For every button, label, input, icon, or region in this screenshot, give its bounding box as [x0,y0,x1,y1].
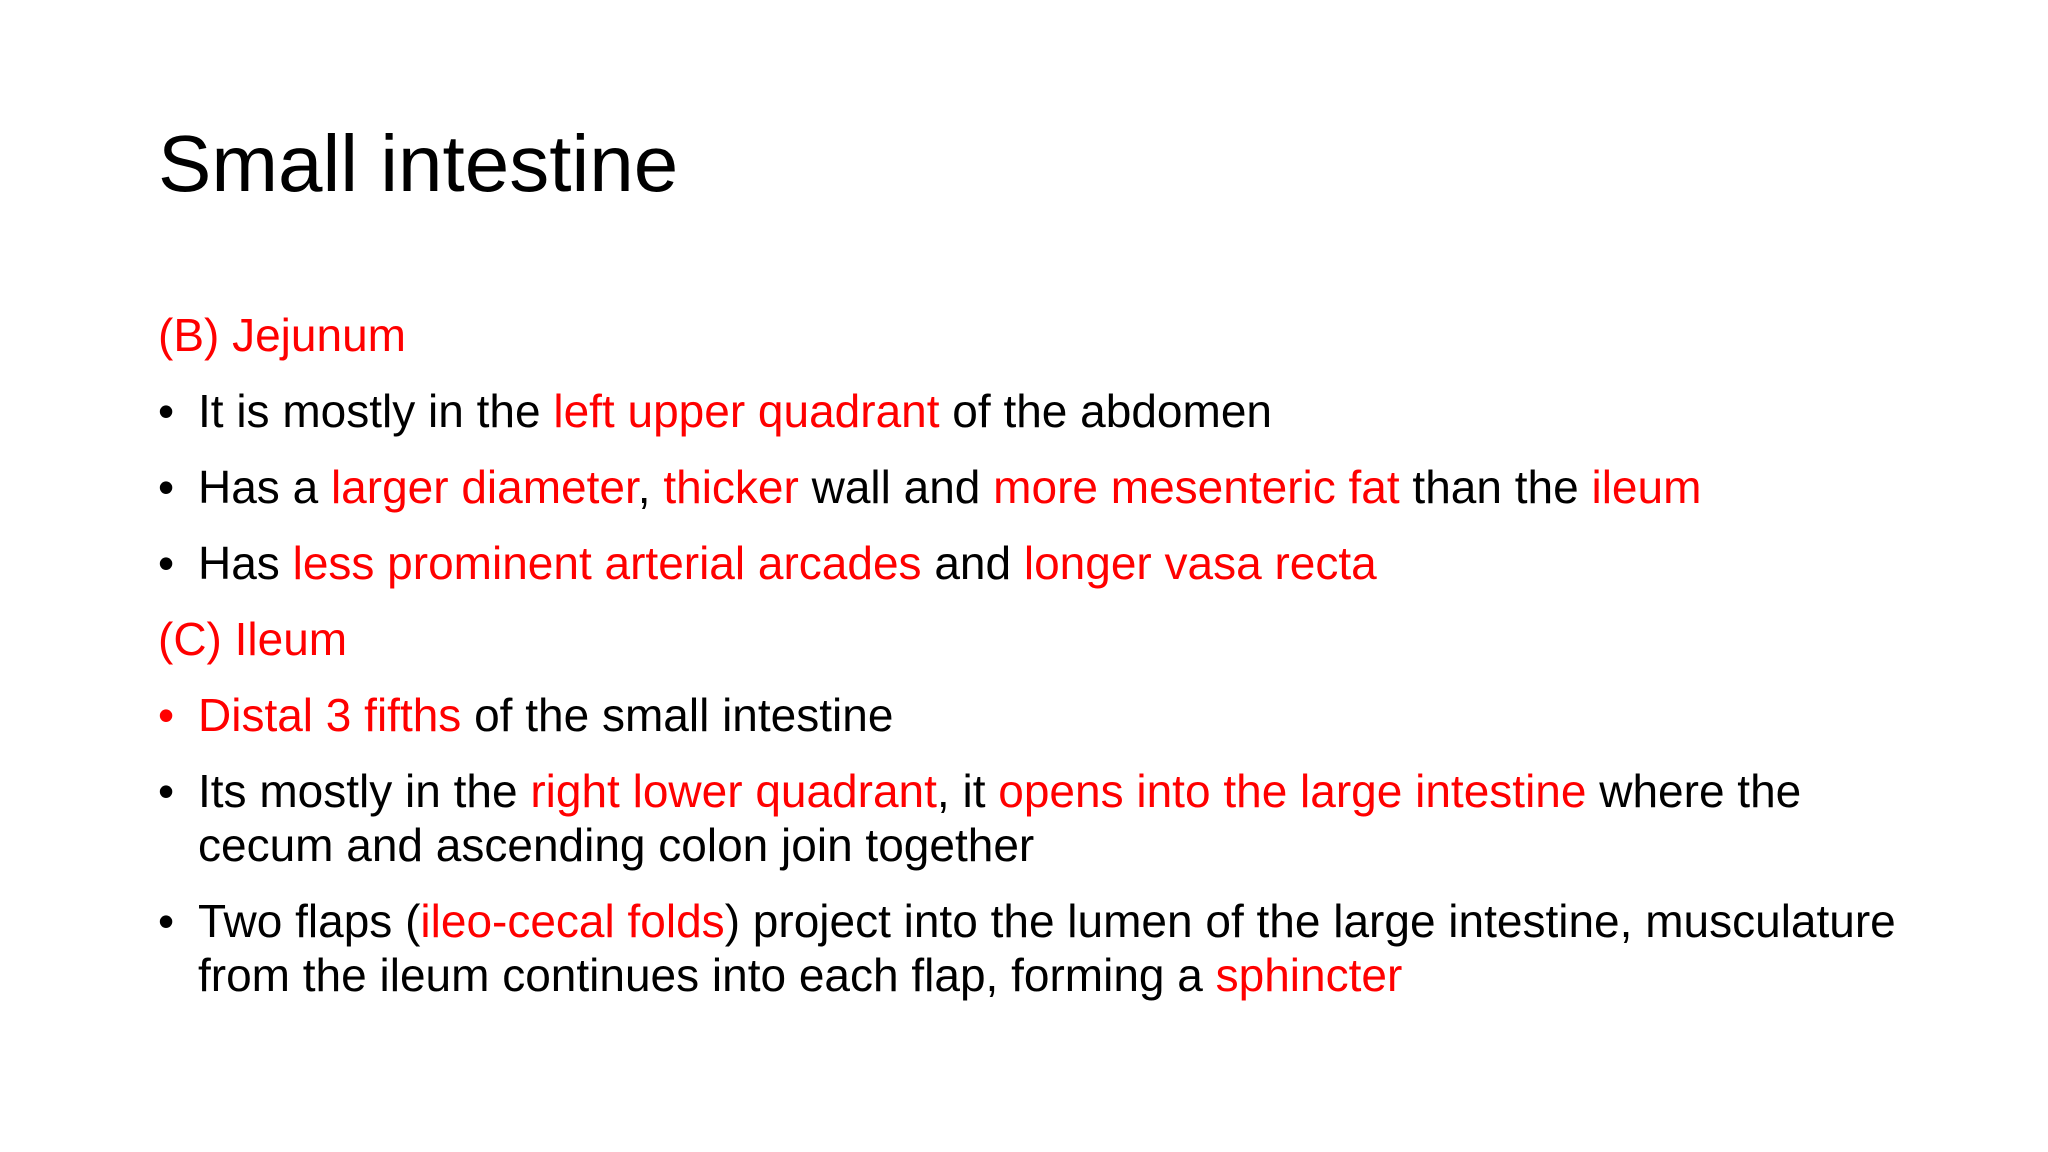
section-heading-jejunum: (B) Jejunum [158,309,406,361]
bullet-dot: • [158,537,175,589]
text-segment: of the abdomen [939,385,1272,437]
highlight-segment: ileum [1591,461,1702,513]
highlight-segment: more mesenteric fat [993,461,1400,513]
text-segment: Its mostly in the [198,765,531,817]
section-heading-ileum: (C) Ileum [158,613,348,665]
bullet-dot: • [158,895,175,947]
highlight-segment: ileo-cecal folds [420,895,725,947]
text-segment: than the [1399,461,1592,513]
text-segment: , it [936,765,999,817]
highlight-segment: Distal 3 fifths [198,689,462,741]
slide-body [158,308,1938,1024]
text-segment: , [637,461,664,513]
bullet-dot: • [158,461,175,513]
text-segment: and [921,537,1024,589]
highlight-segment: right lower quadrant [530,765,937,817]
highlight-segment: opens into the large intestine [998,765,1587,817]
text-segment: of the small intestine [461,689,894,741]
text-segment: ) project into the lumen of the large intestine, musculature from the ileum continues into each flap, forming a [198,895,1896,1001]
bullet-ileum-flaps [158,894,1938,1002]
highlight-segment: larger diameter [330,461,638,513]
bullet-ileum-distal [158,688,1938,742]
bullet-jejunum-location [158,384,1938,438]
bullet-dot: • [158,765,175,817]
slide-title: Small intestine [158,119,679,208]
bullet-jejunum-arcades [158,536,1938,590]
text-segment: where the cecum and ascending colon join together [198,765,1802,871]
highlight-segment: left upper quadrant [553,385,940,437]
highlight-segment: less prominent arterial arcades [292,537,922,589]
text-segment: Has [198,537,293,589]
bullet-dot: • [158,385,175,437]
bullet-jejunum-diameter [158,460,1938,514]
highlight-segment: thicker [663,461,799,513]
bullet-dot: • [158,689,175,741]
highlight-segment: longer vasa recta [1023,537,1377,589]
bullet-ileum-location [158,764,1938,872]
text-segment: wall and [798,461,994,513]
text-segment: Has a [198,461,331,513]
text-segment: It is mostly in the [198,385,554,437]
text-segment: Two flaps ( [198,895,421,947]
highlight-segment: sphincter [1215,949,1403,1001]
